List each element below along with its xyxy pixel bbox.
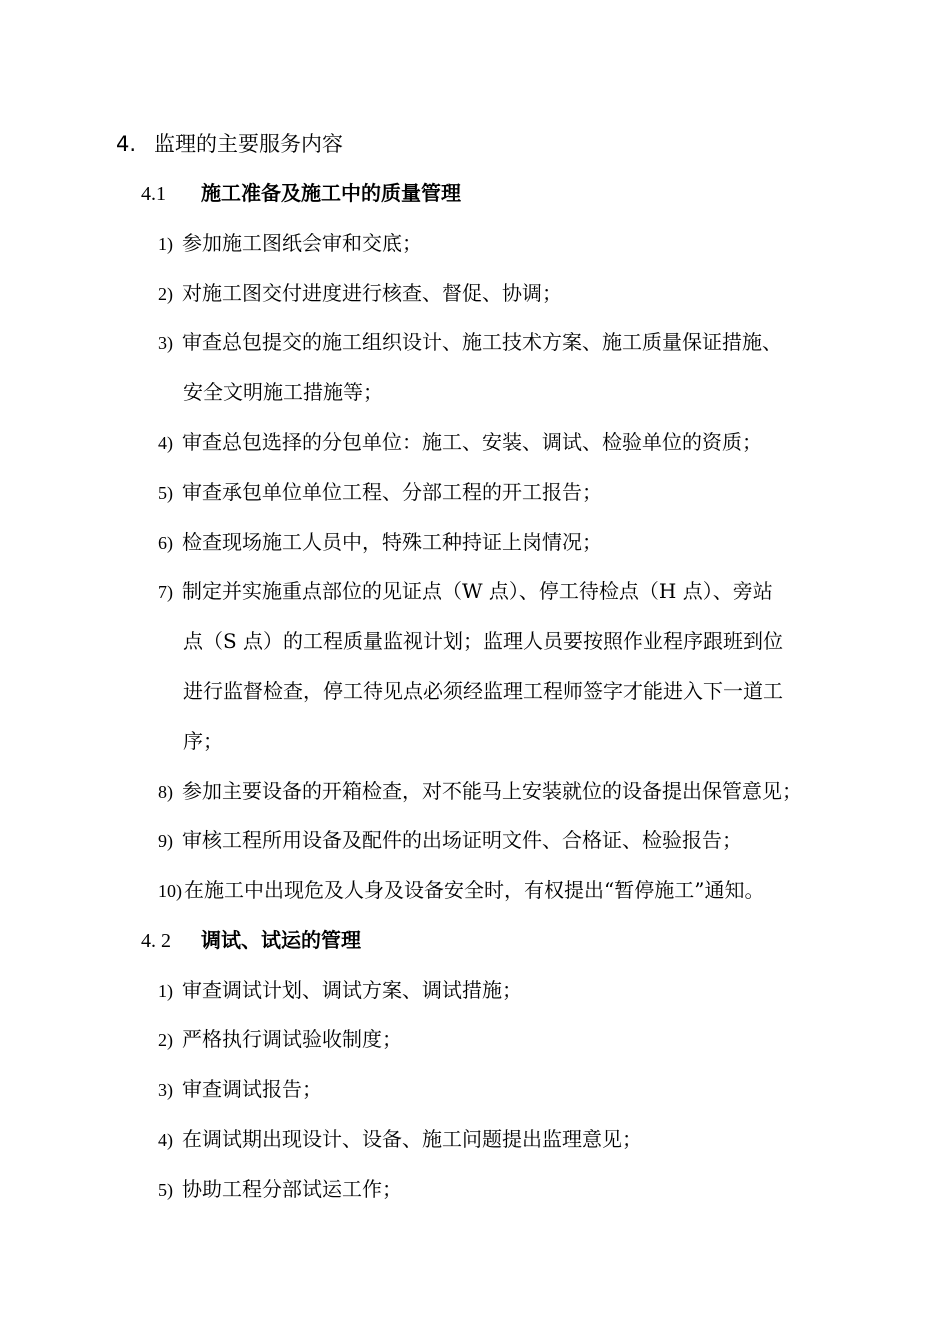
- item-number: 1): [158, 981, 173, 1001]
- item-number: 6): [158, 533, 173, 553]
- item-text: 对施工图交付进度进行核查、督促、协调；: [182, 281, 562, 305]
- list-item: [158, 280, 562, 307]
- list-item: [158, 479, 602, 506]
- subsection-heading: [141, 180, 461, 207]
- list-item: [158, 827, 742, 854]
- item-continuation: 点（S 点）的工程质量监视计划；监理人员要按照作业程序跟班到位: [183, 629, 784, 653]
- item-number: 10): [158, 881, 182, 901]
- item-number: 5): [158, 483, 173, 503]
- item-text: 检查现场施工人员中，特殊工种持证上岗情况；: [182, 530, 602, 554]
- item-number: 4): [158, 1130, 173, 1150]
- list-item: [158, 529, 602, 556]
- item-text: 制定并实施重点部位的见证点（W 点）、停工待检点（H 点）、旁站: [182, 579, 773, 603]
- subsection-title: 施工准备及施工中的质量管理: [201, 181, 461, 205]
- item-text: 在施工中出现危及人身及设备安全时，有权提出“暂停施工”通知。: [184, 878, 765, 902]
- item-number: 7): [158, 582, 173, 602]
- list-item: [158, 1126, 642, 1153]
- list-item: [158, 230, 422, 257]
- list-item: [158, 1176, 402, 1203]
- list-item: [158, 1026, 402, 1053]
- subsection-number: 4.1: [141, 183, 166, 205]
- item-text: 审核工程所用设备及配件的出场证明文件、合格证、检验报告；: [182, 828, 742, 852]
- item-continuation: 序；: [183, 729, 223, 753]
- item-number: 2): [158, 1030, 173, 1050]
- list-item: [158, 578, 773, 605]
- item-text: 严格执行调试验收制度；: [182, 1027, 402, 1051]
- item-text: 审查总包提交的施工组织设计、施工技术方案、施工质量保证措施、: [182, 330, 782, 354]
- item-number: 2): [158, 284, 173, 304]
- list-item: [158, 778, 802, 805]
- list-item: [158, 877, 764, 904]
- list-item: [158, 977, 522, 1004]
- item-number: 1): [158, 234, 173, 254]
- item-text: 在调试期出现设计、设备、施工问题提出监理意见；: [182, 1127, 642, 1151]
- section-number: 4.: [116, 132, 137, 156]
- item-number: 9): [158, 831, 173, 851]
- list-item: [158, 329, 782, 356]
- item-text: 审查总包选择的分包单位：施工、安装、调试、检验单位的资质；: [182, 430, 762, 454]
- section-heading: [116, 131, 343, 157]
- item-number: 8): [158, 782, 173, 802]
- item-text: 审查调试报告；: [182, 1077, 322, 1101]
- subsection-heading: [141, 927, 361, 954]
- item-number: 3): [158, 333, 173, 353]
- item-text: 参加施工图纸会审和交底；: [182, 231, 422, 255]
- item-number: 3): [158, 1080, 173, 1100]
- list-item: [158, 1076, 322, 1103]
- list-item: [158, 429, 762, 456]
- item-continuation: 安全文明施工措施等；: [183, 380, 383, 404]
- item-continuation: 进行监督检查，停工待见点必须经监理工程师签字才能进入下一道工: [183, 679, 783, 703]
- item-text: 协助工程分部试运工作；: [182, 1177, 402, 1201]
- item-number: 5): [158, 1180, 173, 1200]
- item-text: 参加主要设备的开箱检查，对不能马上安装就位的设备提出保管意见；: [182, 779, 802, 803]
- subsection-number: 4. 2: [141, 930, 171, 952]
- item-text: 审查承包单位单位工程、分部工程的开工报告；: [182, 480, 602, 504]
- section-title: 监理的主要服务内容: [154, 132, 343, 156]
- item-text: 审查调试计划、调试方案、调试措施；: [182, 978, 522, 1002]
- subsection-title: 调试、试运的管理: [201, 928, 361, 952]
- item-number: 4): [158, 433, 173, 453]
